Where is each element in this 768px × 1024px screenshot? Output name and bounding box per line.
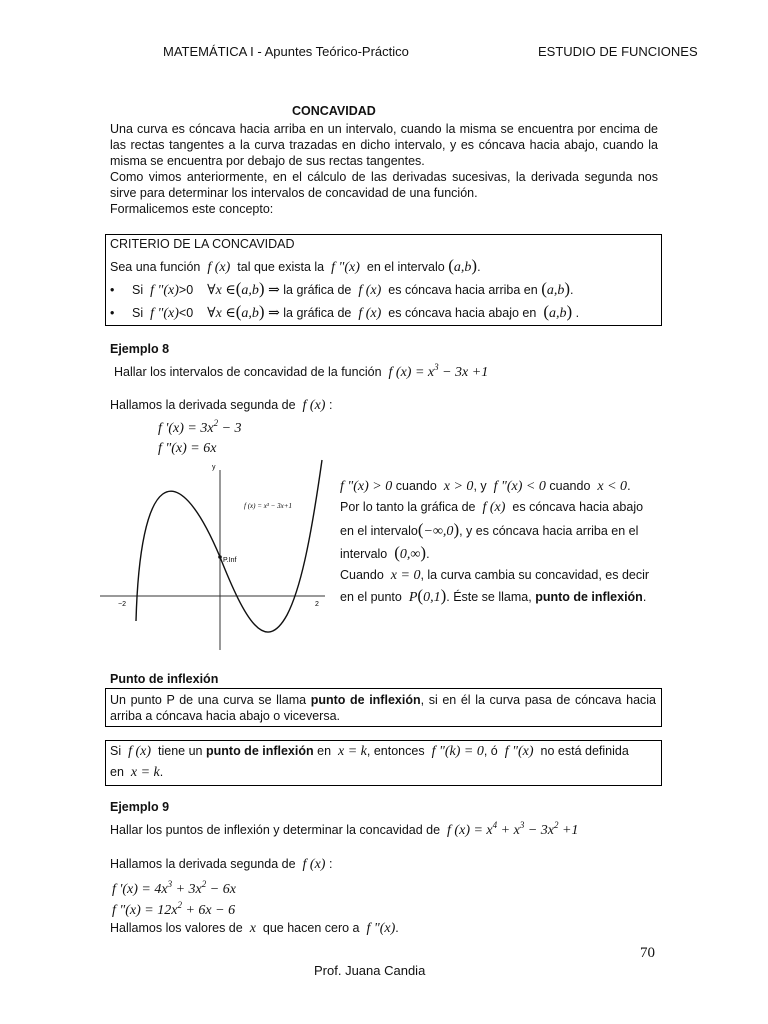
criterio-text: Si bbox=[132, 283, 144, 297]
ejemplo9-zeros-intro: Hallamos los valores de x que hacen cero a f "(x). bbox=[110, 921, 399, 936]
ejemplo9-title: Ejemplo 9 bbox=[110, 800, 170, 814]
graph-legend: f (x) = x³ − 3x+1 bbox=[244, 502, 292, 510]
ejemplo8-text: Cuando bbox=[340, 568, 384, 582]
header-title: MATEMÁTICA I - Apuntes Teórico-Práctico bbox=[163, 44, 409, 59]
ejemplo8-sign-analysis: f "(x) > 0 cuando x > 0, y f "(x) < 0 cuando x < 0. bbox=[340, 479, 631, 494]
footer-author: Prof. Juana Candia bbox=[314, 963, 426, 978]
intro-p2: Como vimos anteriormente, en el cálculo de las derivadas sucesivas, la derivada segunda nos sirve para determinar los intervalos de concavidad de una función. bbox=[110, 170, 658, 200]
ejemplo9-first-derivative: f '$(x) = 4x^3 + 3x^2 - 6x$ bbox=[112, 879, 236, 897]
theorem-text: , entonces bbox=[366, 744, 425, 758]
ejemplo8-text: en el punto bbox=[340, 590, 402, 604]
criterio-line-2: • Si f "(x)>0 ∀x ∈(a,b) ⇒ la gráfica de f (x) es cóncava hacia arriba en (a,b). bbox=[110, 279, 574, 298]
ejemplo8-statement: Hallar los intervalos de concavidad de la función f $(x) = x^3 - 3x +1$ bbox=[114, 362, 489, 380]
definition-part: , si en él la curva pasa de cóncava hacia arriba a cóncava hacia abajo o viceversa. bbox=[110, 693, 656, 723]
criterio-text: <0 bbox=[178, 306, 194, 320]
function-graph bbox=[100, 455, 332, 650]
ejemplo9-text: Hallar los puntos de inflexión y determinar la concavidad de bbox=[110, 823, 441, 837]
ejemplo8-bold: punto de inflexión bbox=[535, 590, 643, 604]
criterio-text: tal que exista la bbox=[237, 260, 325, 274]
header-chapter: ESTUDIO DE FUNCIONES bbox=[538, 44, 698, 59]
criterio-text: es cóncava hacia arriba en bbox=[388, 283, 538, 297]
ejemplo9-text: Hallamos la derivada segunda de bbox=[110, 857, 296, 871]
intro-p1: Una curva es cóncava hacia arriba en un intervalo, cuando la misma se encuentra por encima de las rectas tangentes a la curva trazadas en dicho intervalo, y es cóncava hacia abajo, cuando la misma se encuentra por debajo de sus rectas tangentes. bbox=[110, 122, 658, 168]
theorem-text: Si bbox=[110, 744, 122, 758]
criterio-title: CRITERIO DE LA CONCAVIDAD bbox=[110, 237, 295, 251]
criterio-text: Sea una función bbox=[110, 260, 201, 274]
ejemplo8-text: , y bbox=[473, 479, 487, 493]
ejemplo8-text: es cóncava hacia abajo bbox=[512, 500, 644, 514]
y-axis-label: y bbox=[212, 464, 216, 471]
cubic-curve bbox=[136, 460, 322, 632]
criterio-text: la gráfica de bbox=[283, 283, 352, 297]
theorem-text: , ó bbox=[483, 744, 498, 758]
ejemplo8-text: . Éste se llama, bbox=[446, 590, 532, 604]
theorem-line-1: Si f (x) tiene un punto de inflexión en x = k, entonces f "(k) = 0, ó f "(x) no está definida bbox=[110, 744, 629, 759]
ejemplo8-text: Hallar los intervalos de concavidad de la función bbox=[114, 365, 382, 379]
ejemplo8-conclusion-5: en el punto P(0,1). Éste se llama, punto de inflexión. bbox=[340, 586, 647, 605]
theorem-text: tiene un bbox=[158, 744, 203, 758]
definition-bold: punto de inflexión bbox=[310, 693, 421, 707]
ejemplo8-text: Hallamos la derivada segunda de bbox=[110, 398, 296, 412]
definition-part: Un punto P de una curva se llama bbox=[110, 693, 307, 707]
ejemplo8-conclusion-2: en el intervalo(−∞,0), y es cóncava hacia arriba en el bbox=[340, 520, 639, 539]
ejemplo8-conclusion-1: Por lo tanto la gráfica de f (x) es cóncava hacia abajo bbox=[340, 500, 644, 515]
theorem-bold: punto de inflexión bbox=[206, 744, 314, 758]
criterio-text: la gráfica de bbox=[283, 306, 352, 320]
ejemplo8-text: cuando bbox=[549, 479, 591, 493]
ejemplo8-first-derivative: f '$(x) = 3x^2 - 3$ bbox=[158, 418, 242, 436]
criterio-line-3: • Si f "(x)<0 ∀x ∈(a,b) ⇒ la gráfica de f (x) es cóncava hacia abajo en (a,b) . bbox=[110, 302, 580, 321]
criterio-text: Si bbox=[132, 306, 144, 320]
ejemplo9-second-derivative: f "$(x) = 12x^2 + 6x - 6$ bbox=[112, 900, 236, 918]
x-tick-pos: 2 bbox=[315, 601, 319, 608]
ejemplo9-derivada-intro: Hallamos la derivada segunda de f (x) : bbox=[110, 857, 333, 872]
ejemplo9-statement: Hallar los puntos de inflexión y determinar la concavidad de f $(x) = x^4 + x^3 - 3x^2 +1$ bbox=[110, 820, 579, 838]
page-number: 70 bbox=[640, 945, 655, 961]
criterio-text: en el intervalo bbox=[366, 260, 445, 274]
theorem-text: no está definida bbox=[540, 744, 629, 758]
theorem-text: en bbox=[110, 765, 124, 779]
x-tick-neg: −2 bbox=[118, 601, 126, 608]
ejemplo8-second-derivative: f "(x) = 6x bbox=[158, 441, 217, 456]
ejemplo8-conclusion-4: Cuando x = 0, la curva cambia su concavidad, es decir bbox=[340, 568, 650, 583]
definition-text bbox=[110, 692, 656, 724]
ejemplo8-text: , la curva cambia su concavidad, es decir bbox=[420, 568, 650, 582]
ejemplo8-text: Por lo tanto la gráfica de bbox=[340, 500, 476, 514]
ejemplo8-derivada-intro: Hallamos la derivada segunda de f (x) : bbox=[110, 398, 333, 413]
ejemplo9-text: que hacen cero a bbox=[262, 921, 360, 935]
ejemplo8-text: en el intervalo bbox=[340, 524, 418, 538]
inflection-point bbox=[218, 555, 222, 559]
ejemplo8-text: intervalo bbox=[340, 547, 388, 561]
ejemplo8-text: cuando bbox=[395, 479, 437, 493]
ejemplo8-text: , y es cóncava hacia arriba en el bbox=[459, 524, 639, 538]
ejemplo8-conclusion-3: intervalo (0,∞). bbox=[340, 543, 430, 562]
intro-p3: Formalicemos este concepto: bbox=[110, 202, 274, 216]
criterio-text: >0 bbox=[178, 283, 194, 297]
theorem-line-2: en x = k. bbox=[110, 765, 164, 780]
intro-paragraph bbox=[110, 121, 658, 217]
punto-inflexion-title: Punto de inflexión bbox=[110, 672, 219, 686]
criterio-text: es cóncava hacia abajo en bbox=[388, 306, 537, 320]
theorem-text: en bbox=[317, 744, 332, 758]
inflection-label: P.Inf bbox=[223, 557, 237, 564]
ejemplo9-text: Hallamos los valores de bbox=[110, 921, 243, 935]
criterio-line-1: Sea una función f (x) tal que exista la f "(x) en el intervalo (a,b). bbox=[110, 256, 481, 275]
ejemplo8-title: Ejemplo 8 bbox=[110, 342, 170, 356]
section-title: CONCAVIDAD bbox=[292, 104, 376, 118]
